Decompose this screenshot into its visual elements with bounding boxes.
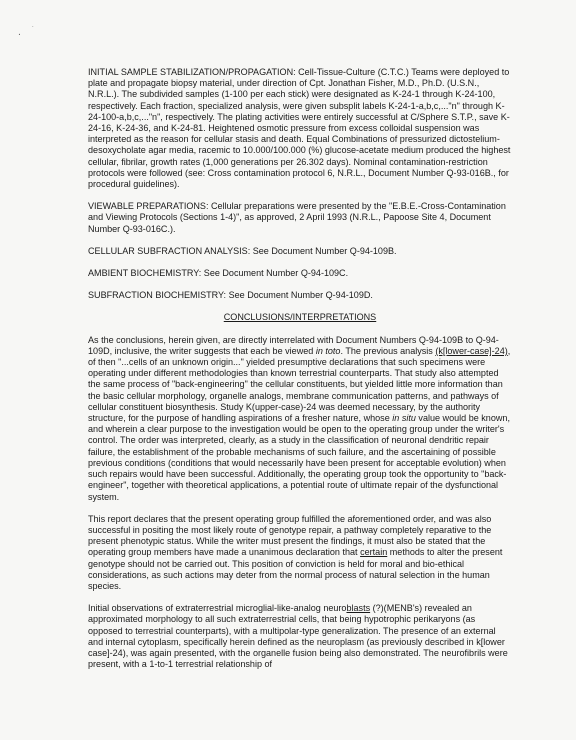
text-run: (?)(MENB's) revealed an approximated morphology to all such extraterrestrial cells, that being hypotrophic perikaryons (as opposed to terrestrial counterparts), with a multipolar-type generalization. The presence of an external and internal cytoplasm, specifically herein defined as the neuroplasm (as previously described in k[lower case]-24), was again presented, with the organelle fusion being also demonstrated. The neurofibrils were present, with a 1-to-1 terrestrial relationship of xyxy=(88,603,508,670)
italic-text-run: in toto xyxy=(315,345,341,356)
paragraph-cellular-subfraction-analysis: CELLULAR SUBFRACTION ANALYSIS: See Document Number Q-94-109B. xyxy=(88,245,397,256)
scan-speck: ∙ xyxy=(32,24,34,30)
text-run: As the conclusions, herein given, are directly interrelated with Document Numbers Q-94-109B to Q-94-109D, inclusive, the writer suggests that each be viewed xyxy=(88,334,499,356)
scan-speck: ∙ xyxy=(18,29,21,40)
paragraph-viewable-preparations: VIEWABLE PREPARATIONS: Cellular preparations were presented by the "E.B.E.-Cross-Contamination and Viewing Protocols (Sections 1-4)", as approved, 2 April 1993 (N.R.L., Papoose Site 4, Document Number Q-93-016C.). xyxy=(88,201,506,234)
section-heading-conclusions: CONCLUSIONS/INTERPRETATIONS xyxy=(223,312,377,323)
text-run: Initial observations of extraterrestrial microglial-like-analog neuro xyxy=(88,603,347,614)
paragraph-subfraction-biochemistry: SUBFRACTION BIOCHEMISTRY: See Document Number Q-94-109D. xyxy=(88,290,373,301)
underlined-text-run: blasts xyxy=(346,603,371,614)
document-body xyxy=(88,67,512,681)
underlined-text-run: (k[lower-case]-24) xyxy=(435,345,508,356)
paragraph-report-declaration xyxy=(88,514,512,592)
paragraph-initial-sample-stabilization: INITIAL SAMPLE STABILIZATION/PROPAGATION: Cell-Tissue-Culture (C.T.C.) Teams were deployed to plate and propagate biopsy material, under direction of Cpt. Jonathan Fisher, M.D., Ph.D. (U.S.N., N.R.L.). The subdivided samples (1-100 per each stick) were designated as K-24-1 through K-24-100, respectively. Each fraction, specialized analysis, were given subsplit labels K-24-1-a,b,c,..."n" through K-24-100-a,b,c,..."n", respectively. The plating activities were entirely successful at C/Sphere S.T.P., save K-24-16, K-24-36, and K-24-81. Heightened osmotic pressure from excess colloidal suspension was interpreted as the reason for cellular stasis and death. Equal Combinations of pressurized dictostelium-desoxycholate agar media, racemic to 10.000/100.000 (%) glucose-acetate medium produced the highest cellular, fibrilar, growth rates (1,000 generations per 26.302 days). Nominal contamination-restriction protocols were followed (see: Cross contamination protocol 6, N.R.L., Document Number Q-93-016B., for procedural guidelines). xyxy=(88,67,511,190)
text-run: , of then "...cells of an unknown origin..." yielded presumptive declarations that such specimens were operating under different methodologies than known terrestrial counterparts. That study also attempted the same process of "back-engineering" the cellular constituents, but yielded little more information than the basic cellular morphology, organelle analogs, membrane communication patterns, and pathways of cellular constituent biosynthesis. Study K(upper-case)-24 was deemed necessary, by the authority structure, for the purpose of handling aspirations of a fresher nature, whose xyxy=(88,345,511,424)
text-run: This report declares that the present operating group fulfilled the aforementioned order, and was also successful in positing the most likely route of genotype repair, a pathway completely reparative to the present phenotypic status. While the writer must present the findings, it must also be stated that the operating group members have made a unanimous declaration that xyxy=(88,513,492,558)
text-run: . The previous analysis xyxy=(340,345,436,356)
text-run: methods to alter the present genotype should not be carried out. This position of conviction is held for moral and bio-ethical considerations, as such actions may deter from the normal process of natural selection in the human species. xyxy=(88,547,503,591)
paragraph-initial-observations xyxy=(88,603,512,670)
text-run: value would be known, and wherein a clear purpose to the investigation would be open to the operating group under the writer's control. The order was interpreted, clearly, as a study in the classification of neuronal dendritic repair failure, the establishment of the probable mechanisms of such failure, and the ascertaining of possible previous conditions (conditions that would necessarily have been present for acceptable evolution) when such repairs would have been successful. Additionally, the operating group took the opportunity to "back-engineer", together with theoretical applications, a potential route of ultimate repair of the dysfunctional system. xyxy=(88,413,510,502)
italic-text-run: in situ xyxy=(392,413,416,424)
paragraph-ambient-biochemistry: AMBIENT BIOCHEMISTRY: See Document Number Q-94-109C. xyxy=(88,268,349,279)
underlined-text-run: certain xyxy=(360,547,388,558)
paragraph-conclusions xyxy=(88,335,512,503)
